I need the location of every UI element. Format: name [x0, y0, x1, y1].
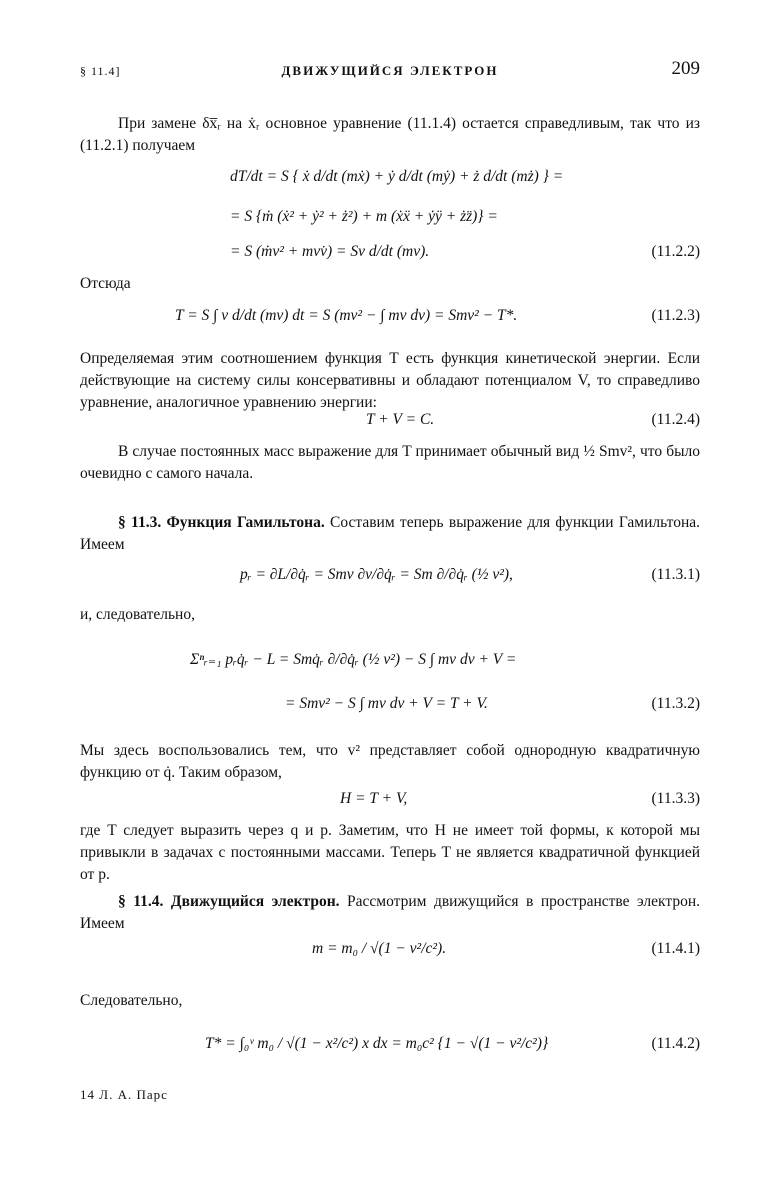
section-title: § 11.4. Движущийся электрон.: [118, 893, 340, 910]
equation-11-4-1: [80, 940, 700, 964]
header-title: ДВИЖУЩИЙСЯ ЭЛЕКТРОН: [281, 63, 499, 78]
running-header: [80, 60, 700, 84]
header-section-ref: § 11.4]: [80, 64, 121, 78]
equation-text: = S {ṁ (ẋ² + ẏ² + ż²) + m (ẋẍ + ẏÿ + żz̈)} =: [230, 208, 498, 225]
equation-11-3-2-line-1: [80, 650, 700, 674]
equation-11-4-2: [80, 1035, 700, 1059]
section-text: Рассмотрим движущийся в пространстве электрон. Имеем: [80, 893, 700, 932]
equation-number: (11.3.2): [651, 695, 700, 712]
equation-text: H = T + V,: [340, 790, 408, 807]
equation-text: = S (ṁv² + mvv̇) = Sv d/dt (mv).: [230, 243, 430, 260]
equation-text: pᵣ = ∂L/∂q̇ᵣ = Smv ∂v/∂q̇ᵣ = Sm ∂/∂q̇ᵣ (½ v²),: [240, 566, 513, 583]
paragraph-8: Следовательно,: [80, 992, 183, 1009]
equation-11-2-2-line-1: [80, 168, 700, 192]
equation-text: T + V = C.: [366, 411, 435, 428]
section-11-4: [80, 891, 700, 935]
equation-11-2-2-line-2: [80, 208, 700, 232]
equation-number: (11.4.1): [651, 940, 700, 957]
equation-text: Σⁿᵣ₌₁ pᵣq̇ᵣ − L = Smq̇ᵣ ∂/∂q̇ᵣ (½ v²) − S ∫ mv dv + V =: [190, 651, 517, 668]
section-title: § 11.3. Функция Гамильтона.: [118, 514, 325, 531]
paragraph-3: Определяемая этим соотношением функция T есть функция кинетической энергии. Если действующие на систему силы консервативны и обладают потенциалом V, то справедливо уравнение, аналогичное уравнению энергии:: [80, 350, 700, 411]
equation-text: = Smv² − S ∫ mv dv + V = T + V.: [285, 695, 488, 712]
paragraph-4: В случае постоянных масс выражение для T принимает обычный вид ½ Smv², что было очевидно с самого начала.: [80, 443, 700, 482]
paragraph-7: где T следует выразить через q и p. Заметим, что H не имеет той формы, к которой мы привыкли в задачах с постоянными массами. Теперь T не является квадратичной функцией от p.: [80, 822, 700, 883]
section-text: Составим теперь выражение для функции Гамильтона. Имеем: [80, 514, 700, 553]
equation-11-2-3: [80, 307, 700, 331]
paragraph-2: Отсюда: [80, 275, 131, 292]
equation-11-2-4: [80, 411, 700, 435]
equation-text: m = m₀ / √(1 − v²/c²).: [312, 940, 447, 957]
paragraph-5: и, следовательно,: [80, 606, 195, 623]
paragraph-1: При замене δx̅ᵣ на ẋᵣ основное уравнение (11.1.4) остается справедливым, так что из (11.2.1) получаем: [80, 115, 700, 154]
equation-text: T = S ∫ v d/dt (mv) dt = S (mv² − ∫ mv dv) = Smv² − T*.: [175, 307, 518, 324]
equation-11-3-3: [80, 790, 700, 814]
equation-11-3-1: [80, 566, 700, 590]
footer-signature: 14 Л. А. Парс: [80, 1087, 168, 1102]
paragraph-6: Мы здесь воспользовались тем, что v² представляет собой однородную квадратичную функцию от q̇. Таким образом,: [80, 742, 700, 781]
equation-number: (11.3.3): [651, 790, 700, 807]
equation-text: dT/dt = S { ẋ d/dt (mẋ) + ẏ d/dt (mẏ) + ż d/dt (mż) } =: [230, 168, 564, 185]
page-number: 209: [671, 58, 700, 79]
equation-text: T* = ∫₀ᵛ m₀ / √(1 − x²/c²) x dx = m₀c² {1 − √(1 − v²/c²)}: [205, 1035, 549, 1052]
equation-11-2-2-line-3: [80, 243, 700, 267]
equation-11-3-2-line-2: [80, 695, 700, 719]
equation-number: (11.3.1): [651, 566, 700, 583]
section-11-3: [80, 512, 700, 556]
equation-number: (11.2.3): [651, 307, 700, 324]
equation-number: (11.2.4): [651, 411, 700, 428]
equation-number: (11.2.2): [651, 243, 700, 260]
equation-number: (11.4.2): [651, 1035, 700, 1052]
